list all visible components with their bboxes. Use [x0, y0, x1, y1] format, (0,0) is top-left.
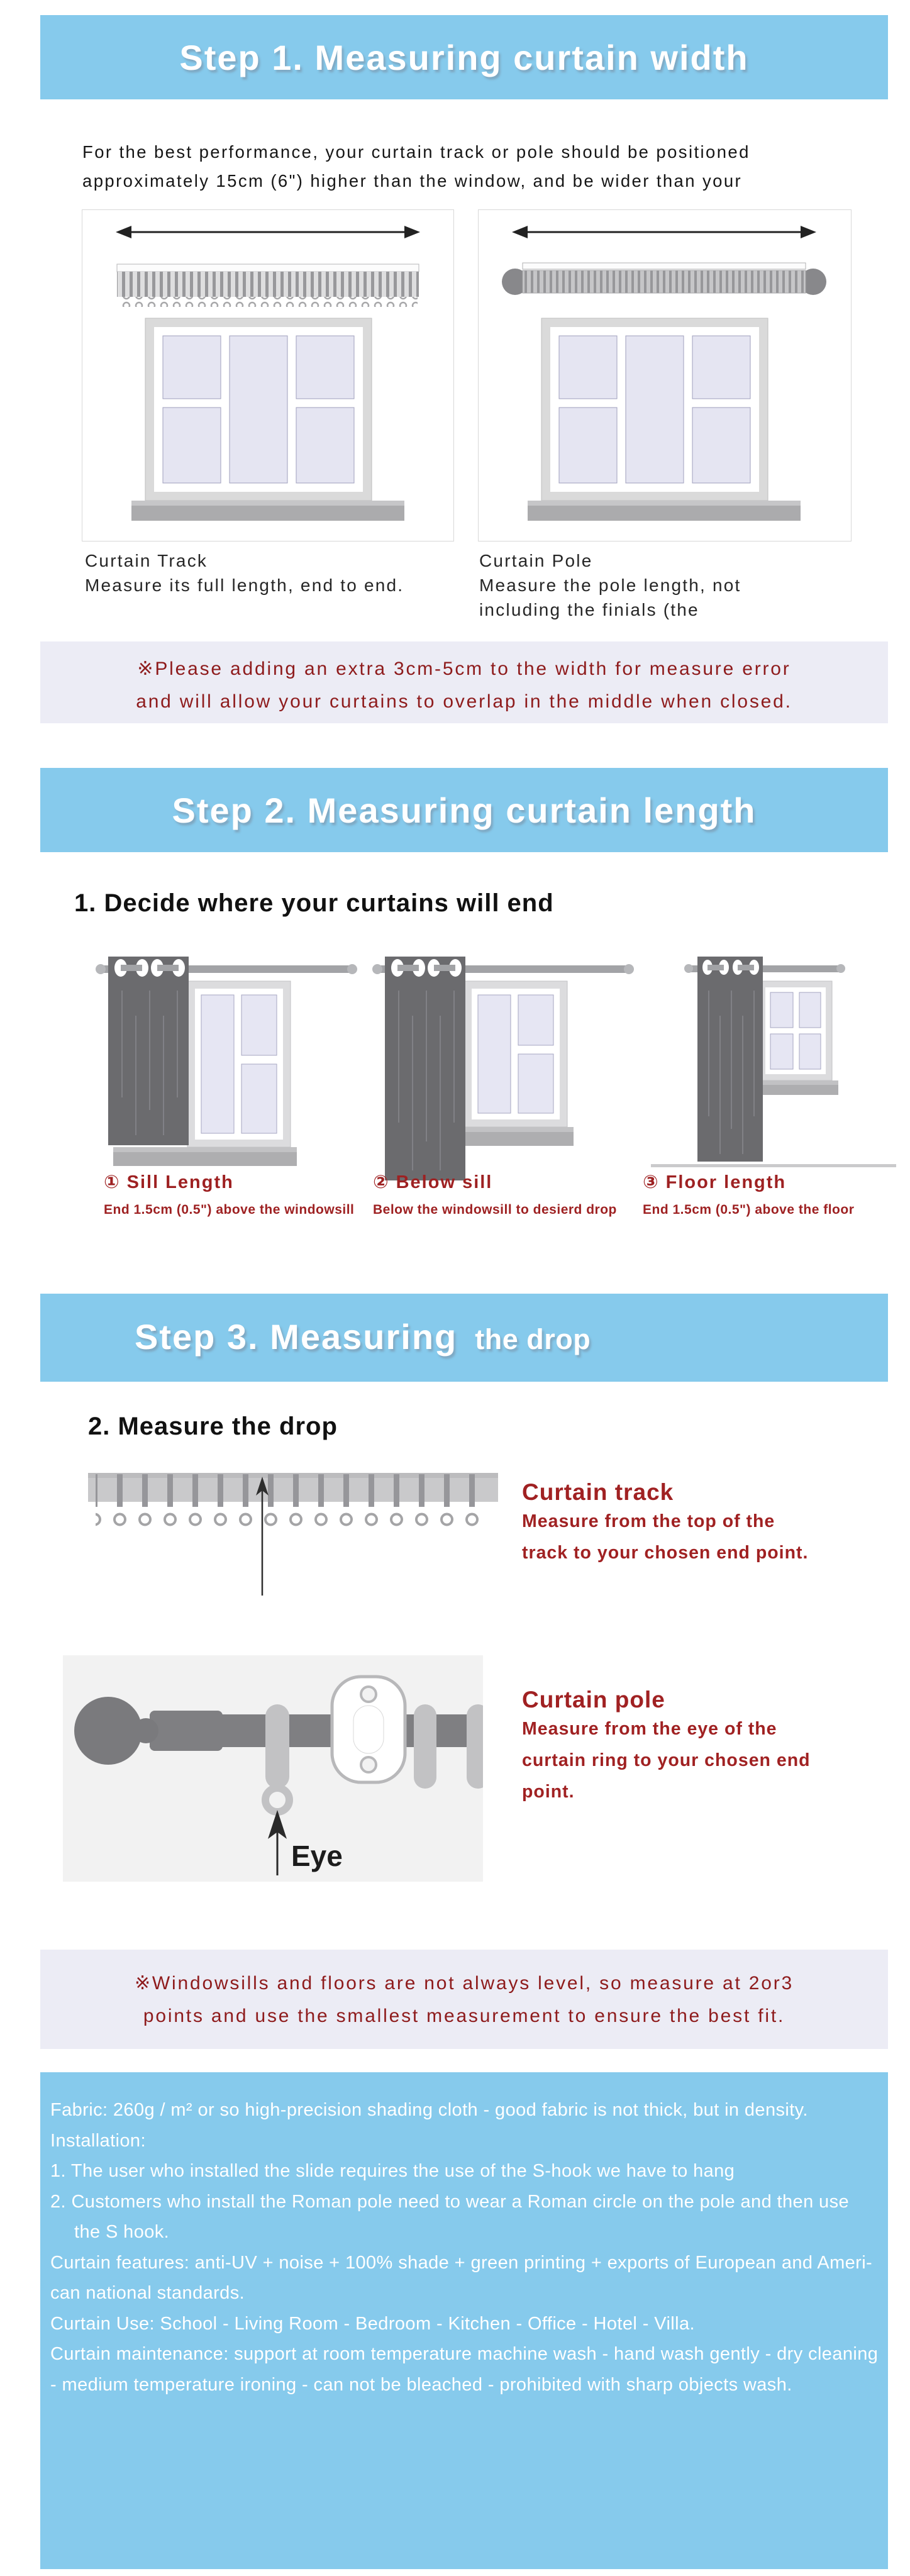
pole-window-illustration: [479, 210, 850, 540]
track-caption-line: Measure its full length, end to end.: [85, 575, 404, 595]
option-label-below-sill: [373, 1171, 617, 1218]
option-title: ③ Floor length: [643, 1172, 787, 1192]
step3-heading: 2. Measure the drop: [88, 1413, 338, 1440]
option-desc: End 1.5cm (0.5") above the floor: [643, 1202, 855, 1217]
step3-note: [40, 1950, 888, 2049]
curtain-track-line: track to your chosen end point.: [522, 1543, 809, 1563]
curtain-pole-line: Measure from the eye of the: [522, 1719, 777, 1739]
info-line: - medium temperature ironing - can not be bleached - prohibited with sharp objects wash.: [50, 2374, 792, 2395]
pole-caption: [479, 548, 741, 622]
step2-banner: [40, 768, 888, 852]
step1-note: [40, 641, 888, 723]
info-panel: [40, 2072, 888, 2569]
curtain-track-line: Measure from the top of the: [522, 1511, 775, 1531]
info-line: the S hook.: [74, 2222, 170, 2242]
curtain-pole-caption: [522, 1687, 811, 1807]
floor-length-illustration: [651, 947, 902, 1173]
step2-heading: 1. Decide where your curtains will end: [74, 889, 554, 917]
step1-banner: [40, 15, 888, 99]
curtain-pole-title: Curtain pole: [522, 1687, 665, 1713]
track-window-box: [82, 209, 454, 541]
step2-banner-title: Step 2. Measuring curtain length: [172, 790, 757, 830]
info-line: Curtain maintenance: support at room temperature machine wash - hand wash gently - dry cleaning: [50, 2344, 879, 2364]
intro-line-2: approximately 15cm (6") higher than the window, and be wider than your: [82, 171, 743, 191]
note-line: points and use the smallest measurement to ensure the best fit.: [143, 2006, 785, 2026]
note-line: ※Please adding an extra 3cm-5cm to the width for measure error: [137, 658, 791, 679]
track-caption: [85, 548, 404, 597]
info-line: Fabric: 260g / m² or so high-precision shading cloth - good fabric is not thick, but in density.: [50, 2100, 808, 2120]
info-line: can national standards.: [50, 2283, 245, 2303]
sill-length-illustration: [94, 947, 358, 1173]
info-line: Installation:: [50, 2130, 146, 2151]
pole-caption-line: Measure the pole length, not: [479, 575, 741, 595]
track-window-illustration: [82, 210, 452, 540]
option-desc: End 1.5cm (0.5") above the windowsill: [104, 1202, 355, 1217]
curtain-track-caption: [522, 1479, 808, 1568]
note-line: ※Windowsills and floors are not always level, so measure at 2or3: [134, 1973, 794, 1994]
option-label-sill: [104, 1171, 354, 1218]
curtain-track-diagram: [82, 1467, 509, 1602]
eye-label: Eye: [291, 1840, 343, 1872]
info-line: Curtain Use: School - Living Room - Bedroom - Kitchen - Office - Hotel - Villa.: [50, 2313, 695, 2334]
track-caption-title: Curtain Track: [85, 551, 208, 570]
curtain-pole-box: [63, 1655, 483, 1882]
step3-banner-subtitle: the drop: [475, 1323, 591, 1355]
info-line: 1. The user who installed the slide requires the use of the S-hook we have to hang: [50, 2161, 735, 2181]
step1-intro: [82, 138, 750, 196]
up-arrow-icon: [268, 1810, 287, 1875]
curtain-pole-diagram: [63, 1655, 483, 1882]
option-title: ① Sill Length: [104, 1172, 234, 1192]
curtain-track-title: Curtain track: [522, 1479, 674, 1505]
info-line: Curtain features: anti-UV + noise + 100% shade + green printing + exports of European and Ameri-: [50, 2252, 873, 2273]
pole-caption-title: Curtain Pole: [479, 551, 593, 570]
step3-banner-title: Step 3. Measuring: [135, 1317, 458, 1357]
pole-caption-line: including the finials (the: [479, 600, 699, 619]
note-line: and will allow your curtains to overlap in the middle when closed.: [136, 691, 792, 712]
option-desc: Below the windowsill to desierd drop: [373, 1202, 617, 1217]
pole-window-box: [478, 209, 852, 541]
step1-banner-title: Step 1. Measuring curtain width: [179, 37, 749, 77]
info-line: 2. Customers who install the Roman pole need to wear a Roman circle on the pole and then use: [50, 2191, 850, 2212]
option-label-floor: [643, 1171, 854, 1218]
step3-banner: [40, 1294, 888, 1382]
option-title: ② Below sill: [373, 1172, 493, 1192]
curtain-pole-line: point.: [522, 1782, 575, 1802]
width-arrow-icon: [512, 226, 816, 238]
width-arrow-icon: [116, 226, 420, 238]
curtain-pole-line: curtain ring to your chosen end: [522, 1750, 811, 1770]
below-sill-illustration: [371, 947, 635, 1182]
intro-line-1: For the best performance, your curtain track or pole should be positioned: [82, 142, 750, 162]
